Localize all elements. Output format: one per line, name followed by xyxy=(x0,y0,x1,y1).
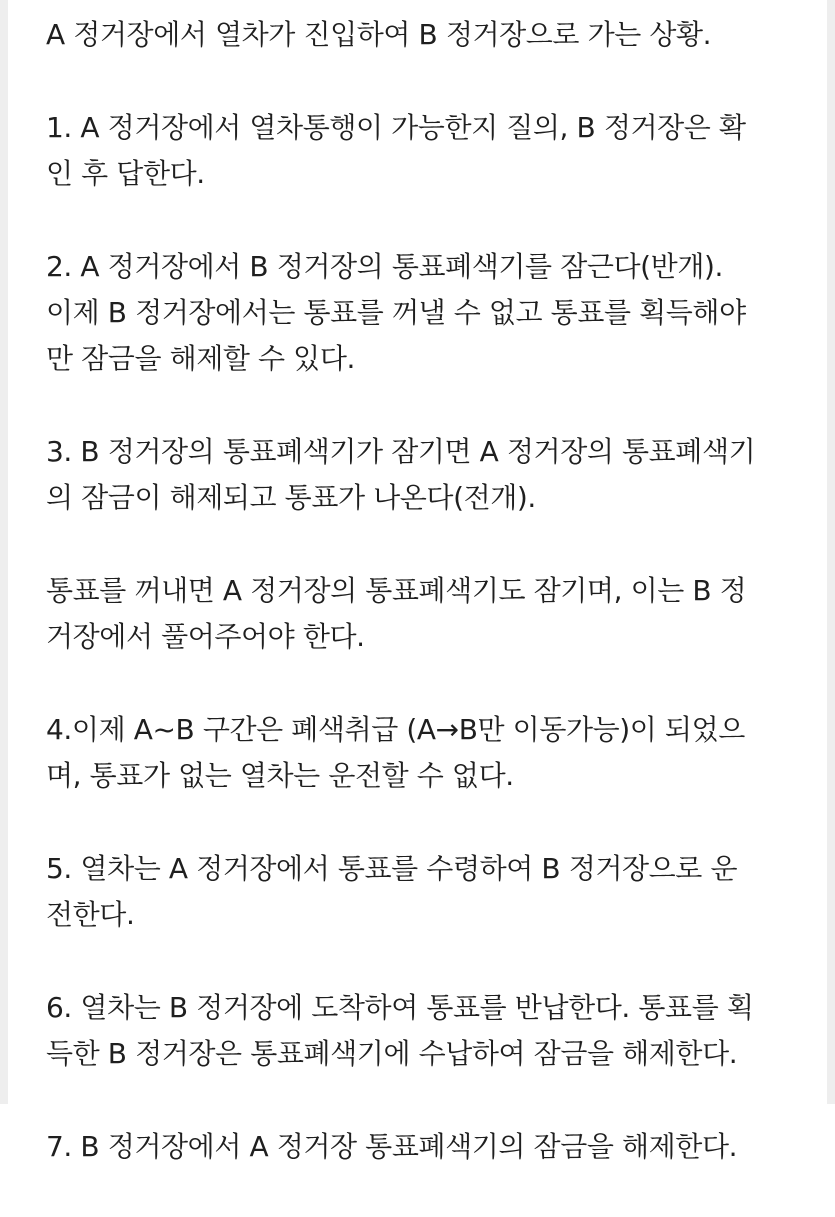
paragraph-step-3-note xyxy=(46,568,806,660)
paragraph-step-1 xyxy=(46,105,806,197)
text-line: 통표를 꺼내면 A 정거장의 통표폐색기도 잠기며, 이는 B 정 xyxy=(46,574,747,607)
text-line: 득한 B 정거장은 통표폐색기에 수납하여 잠금을 해제한다. xyxy=(46,1037,738,1070)
right-edge xyxy=(827,0,835,1104)
text-line: 전한다. xyxy=(46,898,135,931)
text-line: 며, 통표가 없는 열차는 운전할 수 없다. xyxy=(46,759,514,792)
paragraph-step-7 xyxy=(46,1124,806,1170)
paragraph-step-2 xyxy=(46,244,806,382)
text-line: 4.이제 A~B 구간은 폐색취급 (A→B만 이동가능)이 되었으 xyxy=(46,713,745,746)
text-line: 6. 열차는 B 정거장에 도착하여 통표를 반납한다. 통표를 획 xyxy=(46,991,754,1024)
text-line: 7. B 정거장에서 A 정거장 통표폐색기의 잠금을 해제한다. xyxy=(46,1130,738,1163)
text-line: 5. 열차는 A 정거장에서 통표를 수령하여 B 정거장으로 운 xyxy=(46,852,738,885)
text-line: 3. B 정거장의 통표폐색기가 잠기면 A 정거장의 통표폐색기 xyxy=(46,435,756,468)
text-line: 1. A 정거장에서 열차통행이 가능한지 질의, B 정거장은 확 xyxy=(46,111,746,144)
text-line: 만 잠금을 해제할 수 있다. xyxy=(46,342,355,375)
paragraph-step-4 xyxy=(46,707,806,799)
left-edge xyxy=(0,0,8,1104)
text-line: A 정거장에서 열차가 진입하여 B 정거장으로 가는 상황. xyxy=(46,18,712,51)
paragraph-step-5 xyxy=(46,846,806,938)
text-line: 2. A 정거장에서 B 정거장의 통표폐색기를 잠근다(반개). xyxy=(46,250,723,283)
text-line: 이제 B 정거장에서는 통표를 꺼낼 수 없고 통표를 획득해야 xyxy=(46,296,746,329)
paragraph-intro xyxy=(46,12,806,58)
paragraph-step-6 xyxy=(46,985,806,1077)
document-body xyxy=(46,12,806,1217)
text-line: 의 잠금이 해제되고 통표가 나온다(전개). xyxy=(46,481,536,514)
paragraph-step-3 xyxy=(46,429,806,521)
text-line: 거장에서 풀어주어야 한다. xyxy=(46,620,365,653)
text-line: 인 후 답한다. xyxy=(46,157,205,190)
